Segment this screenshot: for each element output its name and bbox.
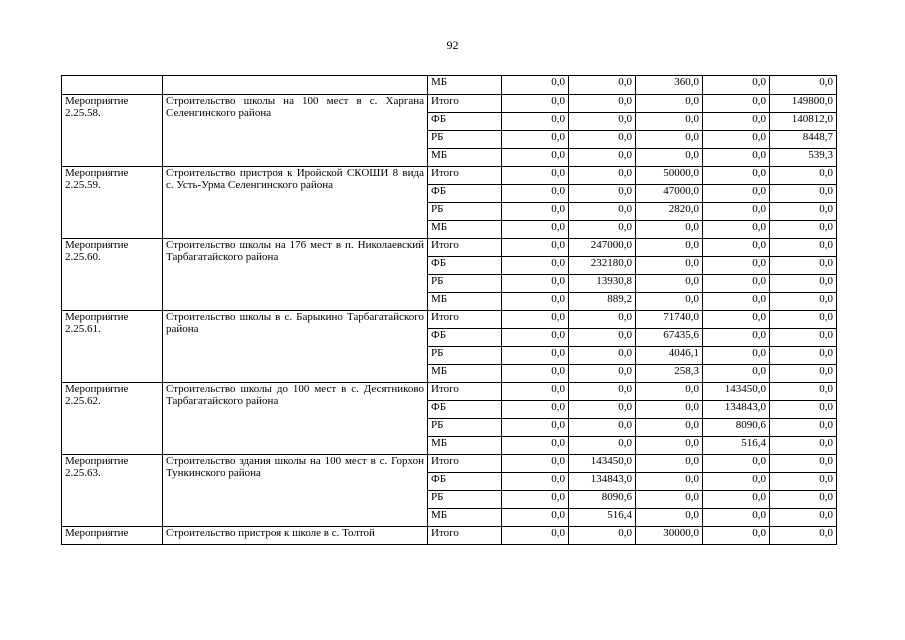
- funding-source-cell: РБ: [428, 275, 502, 293]
- value-cell: 539,3: [770, 149, 837, 167]
- value-cell: 0,0: [569, 131, 636, 149]
- value-cell: 0,0: [569, 113, 636, 131]
- value-cell: 0,0: [569, 365, 636, 383]
- value-cell: 0,0: [770, 473, 837, 491]
- value-cell: 0,0: [502, 509, 569, 527]
- value-cell: 0,0: [636, 239, 703, 257]
- value-cell: 0,0: [703, 293, 770, 311]
- funding-source-cell: МБ: [428, 437, 502, 455]
- value-cell: 258,3: [636, 365, 703, 383]
- value-cell: 0,0: [502, 293, 569, 311]
- value-cell: 0,0: [703, 455, 770, 473]
- value-cell: 0,0: [569, 149, 636, 167]
- value-cell: 516,4: [703, 437, 770, 455]
- value-cell: 0,0: [703, 329, 770, 347]
- value-cell: 0,0: [502, 365, 569, 383]
- value-cell: 0,0: [502, 491, 569, 509]
- value-cell: 0,0: [569, 401, 636, 419]
- value-cell: 0,0: [636, 419, 703, 437]
- event-name-cell: Мероприятие 2.25.58.: [62, 95, 163, 167]
- value-cell: 134843,0: [569, 473, 636, 491]
- table-row: [62, 167, 837, 185]
- value-cell: 2820,0: [636, 203, 703, 221]
- value-cell: 0,0: [636, 491, 703, 509]
- table-row: [62, 95, 837, 113]
- table-body: [62, 76, 837, 545]
- value-cell: 0,0: [703, 113, 770, 131]
- value-cell: 0,0: [569, 419, 636, 437]
- value-cell: 0,0: [636, 509, 703, 527]
- event-name-cell: Мероприятие 2.25.63.: [62, 455, 163, 527]
- value-cell: 0,0: [770, 329, 837, 347]
- value-cell: 47000,0: [636, 185, 703, 203]
- value-cell: 0,0: [569, 76, 636, 95]
- value-cell: 0,0: [703, 491, 770, 509]
- value-cell: 0,0: [569, 329, 636, 347]
- event-name-cell: Мероприятие: [62, 527, 163, 545]
- event-name-cell: Мероприятие 2.25.59.: [62, 167, 163, 239]
- value-cell: 0,0: [569, 311, 636, 329]
- value-cell: 0,0: [770, 401, 837, 419]
- value-cell: 0,0: [636, 401, 703, 419]
- table-row: [62, 76, 837, 95]
- value-cell: 0,0: [703, 239, 770, 257]
- value-cell: 0,0: [770, 509, 837, 527]
- value-cell: 30000,0: [636, 527, 703, 545]
- funding-source-cell: ФБ: [428, 185, 502, 203]
- value-cell: 0,0: [502, 329, 569, 347]
- value-cell: 0,0: [569, 221, 636, 239]
- value-cell: 143450,0: [569, 455, 636, 473]
- funding-source-cell: РБ: [428, 491, 502, 509]
- page-number: 92: [446, 38, 459, 52]
- value-cell: 8448,7: [770, 131, 837, 149]
- funding-source-cell: Итого: [428, 311, 502, 329]
- value-cell: 0,0: [502, 76, 569, 95]
- value-cell: 889,2: [569, 293, 636, 311]
- value-cell: 0,0: [770, 311, 837, 329]
- funding-source-cell: ФБ: [428, 113, 502, 131]
- budget-table: [61, 75, 837, 545]
- funding-source-cell: МБ: [428, 293, 502, 311]
- value-cell: 0,0: [569, 167, 636, 185]
- value-cell: 0,0: [502, 347, 569, 365]
- funding-source-cell: Итого: [428, 527, 502, 545]
- value-cell: 0,0: [502, 149, 569, 167]
- funding-source-cell: РБ: [428, 131, 502, 149]
- value-cell: 0,0: [569, 95, 636, 113]
- funding-source-cell: МБ: [428, 221, 502, 239]
- value-cell: 0,0: [770, 491, 837, 509]
- funding-source-cell: Итого: [428, 167, 502, 185]
- value-cell: 0,0: [502, 401, 569, 419]
- value-cell: 8090,6: [569, 491, 636, 509]
- funding-source-cell: МБ: [428, 509, 502, 527]
- event-description-cell: Строительство школы на 100 мест в с. Харгана Селенгинского района: [163, 95, 428, 167]
- value-cell: 0,0: [703, 149, 770, 167]
- funding-source-cell: РБ: [428, 347, 502, 365]
- funding-source-cell: МБ: [428, 149, 502, 167]
- funding-source-cell: Итого: [428, 239, 502, 257]
- event-description-cell: [163, 76, 428, 95]
- value-cell: 247000,0: [569, 239, 636, 257]
- value-cell: 0,0: [636, 275, 703, 293]
- table-row: [62, 311, 837, 329]
- value-cell: 516,4: [569, 509, 636, 527]
- table-row: [62, 455, 837, 473]
- value-cell: 0,0: [502, 113, 569, 131]
- event-name-cell: Мероприятие 2.25.60.: [62, 239, 163, 311]
- value-cell: 0,0: [703, 185, 770, 203]
- value-cell: 0,0: [502, 185, 569, 203]
- value-cell: 0,0: [502, 203, 569, 221]
- value-cell: 0,0: [770, 527, 837, 545]
- event-description-cell: Строительство пристроя к Иройской СКОШИ 8 вида с. Усть-Урма Селенгинского района: [163, 167, 428, 239]
- value-cell: 0,0: [502, 167, 569, 185]
- value-cell: 0,0: [569, 527, 636, 545]
- event-name-cell: Мероприятие 2.25.62.: [62, 383, 163, 455]
- value-cell: 0,0: [770, 275, 837, 293]
- value-cell: 232180,0: [569, 257, 636, 275]
- value-cell: 0,0: [569, 203, 636, 221]
- value-cell: 0,0: [770, 185, 837, 203]
- value-cell: 0,0: [502, 473, 569, 491]
- value-cell: 143450,0: [703, 383, 770, 401]
- value-cell: 0,0: [636, 131, 703, 149]
- value-cell: 0,0: [569, 383, 636, 401]
- value-cell: 0,0: [703, 311, 770, 329]
- value-cell: 0,0: [770, 203, 837, 221]
- value-cell: 0,0: [502, 527, 569, 545]
- value-cell: 0,0: [770, 76, 837, 95]
- event-description-cell: Строительство здания школы на 100 мест в с. Горхон Тункинского района: [163, 455, 428, 527]
- event-name-cell: Мероприятие 2.25.61.: [62, 311, 163, 383]
- value-cell: 0,0: [770, 383, 837, 401]
- value-cell: 0,0: [502, 455, 569, 473]
- event-description-cell: Строительство школы на 176 мест в п. Николаевский Тарбагатайского района: [163, 239, 428, 311]
- value-cell: 0,0: [770, 347, 837, 365]
- value-cell: 0,0: [770, 221, 837, 239]
- value-cell: 0,0: [502, 131, 569, 149]
- value-cell: 0,0: [502, 257, 569, 275]
- funding-source-cell: ФБ: [428, 473, 502, 491]
- value-cell: 134843,0: [703, 401, 770, 419]
- value-cell: 0,0: [502, 95, 569, 113]
- table-row: [62, 527, 837, 545]
- value-cell: 4046,1: [636, 347, 703, 365]
- funding-source-cell: ФБ: [428, 257, 502, 275]
- value-cell: 360,0: [636, 76, 703, 95]
- value-cell: 67435,6: [636, 329, 703, 347]
- value-cell: 0,0: [636, 95, 703, 113]
- value-cell: 0,0: [502, 437, 569, 455]
- event-description-cell: Строительство пристроя к школе в с. Толтой: [163, 527, 428, 545]
- value-cell: 0,0: [636, 149, 703, 167]
- value-cell: 0,0: [502, 383, 569, 401]
- funding-source-cell: РБ: [428, 203, 502, 221]
- value-cell: 13930,8: [569, 275, 636, 293]
- value-cell: 0,0: [636, 455, 703, 473]
- value-cell: 0,0: [770, 239, 837, 257]
- value-cell: 50000,0: [636, 167, 703, 185]
- value-cell: 0,0: [770, 455, 837, 473]
- value-cell: 0,0: [703, 257, 770, 275]
- value-cell: 0,0: [636, 257, 703, 275]
- funding-source-cell: ФБ: [428, 329, 502, 347]
- funding-source-cell: Итого: [428, 95, 502, 113]
- value-cell: 149800,0: [770, 95, 837, 113]
- value-cell: 0,0: [770, 437, 837, 455]
- value-cell: 0,0: [703, 347, 770, 365]
- value-cell: 0,0: [703, 473, 770, 491]
- table-row: [62, 239, 837, 257]
- value-cell: 0,0: [703, 76, 770, 95]
- funding-source-cell: РБ: [428, 419, 502, 437]
- value-cell: 0,0: [636, 293, 703, 311]
- event-description-cell: Строительство школы до 100 мест в с. Десятниково Тарбагатайского района: [163, 383, 428, 455]
- value-cell: 0,0: [703, 203, 770, 221]
- value-cell: 0,0: [636, 473, 703, 491]
- value-cell: 0,0: [770, 293, 837, 311]
- value-cell: 0,0: [502, 311, 569, 329]
- funding-source-cell: Итого: [428, 455, 502, 473]
- value-cell: 0,0: [502, 239, 569, 257]
- value-cell: 0,0: [502, 419, 569, 437]
- funding-source-cell: МБ: [428, 76, 502, 95]
- funding-source-cell: Итого: [428, 383, 502, 401]
- value-cell: 140812,0: [770, 113, 837, 131]
- value-cell: 0,0: [636, 437, 703, 455]
- value-cell: 0,0: [569, 437, 636, 455]
- table-row: [62, 383, 837, 401]
- value-cell: 0,0: [569, 347, 636, 365]
- value-cell: 0,0: [703, 275, 770, 293]
- funding-source-cell: МБ: [428, 365, 502, 383]
- value-cell: 0,0: [703, 95, 770, 113]
- value-cell: 0,0: [770, 257, 837, 275]
- value-cell: 0,0: [770, 167, 837, 185]
- value-cell: 0,0: [502, 275, 569, 293]
- value-cell: 0,0: [502, 221, 569, 239]
- event-description-cell: Строительство школы в с. Барыкино Тарбагатайского района: [163, 311, 428, 383]
- value-cell: 0,0: [636, 113, 703, 131]
- event-name-cell: [62, 76, 163, 95]
- value-cell: 0,0: [703, 221, 770, 239]
- value-cell: 71740,0: [636, 311, 703, 329]
- value-cell: 0,0: [703, 365, 770, 383]
- value-cell: 0,0: [703, 509, 770, 527]
- value-cell: 0,0: [703, 131, 770, 149]
- funding-source-cell: ФБ: [428, 401, 502, 419]
- value-cell: 0,0: [703, 527, 770, 545]
- value-cell: 0,0: [636, 383, 703, 401]
- value-cell: 0,0: [770, 419, 837, 437]
- value-cell: 0,0: [770, 365, 837, 383]
- value-cell: 0,0: [636, 221, 703, 239]
- value-cell: 0,0: [703, 167, 770, 185]
- value-cell: 0,0: [569, 185, 636, 203]
- value-cell: 8090,6: [703, 419, 770, 437]
